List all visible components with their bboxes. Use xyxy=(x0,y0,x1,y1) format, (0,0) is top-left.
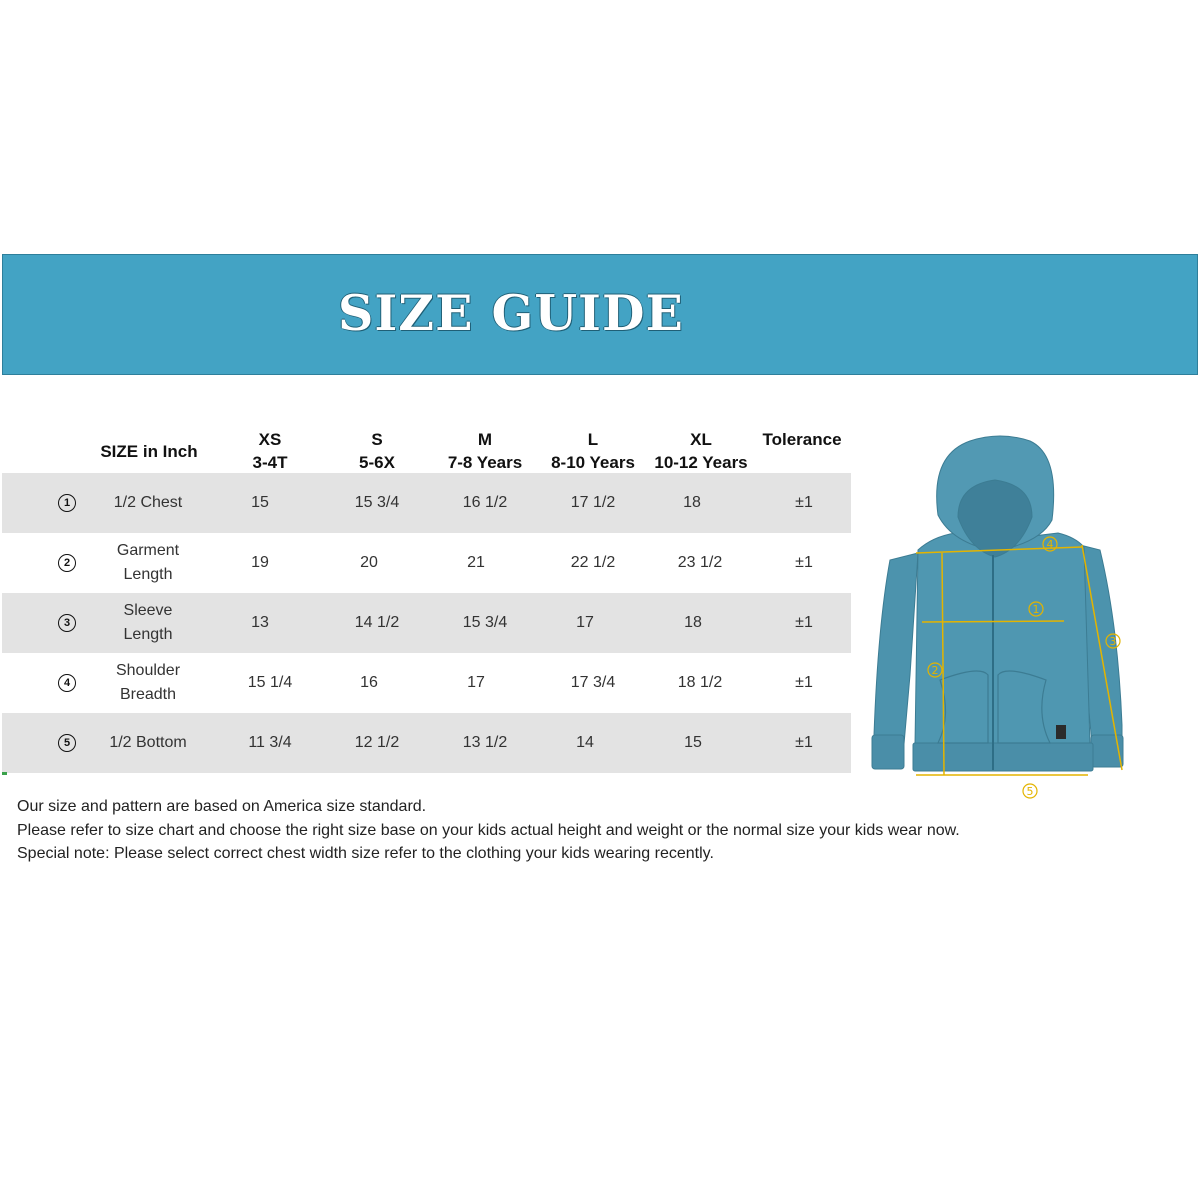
value-cell: 15 1/4 xyxy=(247,674,293,691)
col-header-xl xyxy=(645,428,757,474)
value-cell: 17 xyxy=(467,674,485,691)
circled-number: 5 xyxy=(58,734,76,752)
value-cell: 14 1/2 xyxy=(354,614,400,631)
col-age: 8-10 Years xyxy=(551,453,635,472)
col-size: XL xyxy=(690,430,712,449)
size-notes xyxy=(17,795,960,866)
row-label xyxy=(88,593,208,653)
value-cell: 13 xyxy=(251,614,269,631)
value-cell: 16 xyxy=(360,674,378,691)
circled-number: 1 xyxy=(58,494,76,512)
row-number-5 xyxy=(52,713,82,773)
row-label-line: Length xyxy=(123,626,173,643)
col-age: 5-6X xyxy=(359,453,395,472)
col-size: S xyxy=(371,430,383,449)
note-line: Special note: Please select correct chest width size refer to the clothing your kids wearing recently. xyxy=(17,845,714,862)
row-number-3 xyxy=(52,593,82,653)
col-header-m xyxy=(430,428,540,474)
corner-mark xyxy=(2,772,7,775)
col-header-xs xyxy=(215,428,325,474)
tolerance-cell: ±1 xyxy=(795,734,813,751)
row-number-4 xyxy=(52,653,82,713)
marker-4: 4 xyxy=(1046,538,1054,551)
row-label-line: Shoulder xyxy=(115,662,181,679)
row-label xyxy=(88,473,208,533)
row-label-line: 1/2 Chest xyxy=(113,494,183,511)
value-cell: 12 1/2 xyxy=(354,734,400,751)
value-cell: 15 3/4 xyxy=(462,614,508,631)
value-cell: 14 xyxy=(576,734,594,751)
col-age: 3-4T xyxy=(252,453,288,472)
table-row xyxy=(2,533,851,593)
tolerance-header xyxy=(752,428,852,451)
marker-5: 5 xyxy=(1026,785,1034,798)
row-label xyxy=(88,713,208,773)
value-cell: 15 xyxy=(251,494,269,511)
table-row xyxy=(2,473,851,533)
row-label-line: Garment xyxy=(116,542,180,559)
row-label xyxy=(88,533,208,593)
row-label-line: 1/2 Bottom xyxy=(109,734,187,751)
value-cell: 21 xyxy=(467,554,485,571)
col-header-s xyxy=(322,428,432,474)
value-cell: 13 1/2 xyxy=(462,734,508,751)
value-cell: 17 xyxy=(576,614,594,631)
value-cell: 17 1/2 xyxy=(570,494,616,511)
marker-3: 3 xyxy=(1109,635,1117,648)
circled-number: 4 xyxy=(58,674,76,692)
value-cell: 15 3/4 xyxy=(354,494,400,511)
value-cell: 16 1/2 xyxy=(462,494,508,511)
value-cell: 15 xyxy=(684,734,702,751)
row-label-line: Sleeve xyxy=(123,602,173,619)
col-size: M xyxy=(477,430,493,449)
circled-number: 2 xyxy=(58,554,76,572)
table-row xyxy=(2,653,851,713)
value-cell: 17 3/4 xyxy=(570,674,616,691)
value-cell: 18 xyxy=(684,614,702,631)
value-cell: 19 xyxy=(251,554,269,571)
value-cell: 18 1/2 xyxy=(677,674,723,691)
marker-2: 2 xyxy=(931,664,939,677)
col-age: 10-12 Years xyxy=(654,453,748,472)
hoodie-diagram xyxy=(860,425,1180,825)
tolerance-cell: ±1 xyxy=(795,674,813,691)
note-line: Our size and pattern are based on America size standard. xyxy=(17,798,427,815)
col-size: L xyxy=(587,430,599,449)
hoodie-illustration xyxy=(872,436,1123,771)
value-cell: 22 1/2 xyxy=(570,554,616,571)
tolerance-cell: ±1 xyxy=(795,614,813,631)
table-row xyxy=(2,593,851,653)
size-guide-title: SIZE GUIDE xyxy=(338,284,684,342)
label-header-text: SIZE in Inch xyxy=(100,442,198,461)
row-label-line: Length xyxy=(123,566,173,583)
label-header xyxy=(88,440,210,463)
col-age: 7-8 Years xyxy=(447,453,523,472)
circled-number: 3 xyxy=(58,614,76,632)
marker-1: 1 xyxy=(1032,603,1040,616)
tolerance-cell: ±1 xyxy=(795,494,813,511)
tolerance-header-text: Tolerance xyxy=(762,430,842,449)
row-label xyxy=(88,653,208,713)
table-row xyxy=(2,713,851,773)
note-line: Please refer to size chart and choose the right size base on your kids actual height and weight or the normal size your kids wear now. xyxy=(17,821,960,839)
col-size: XS xyxy=(258,430,282,449)
row-label-line: Breadth xyxy=(119,686,177,703)
value-cell: 20 xyxy=(360,554,378,571)
tolerance-cell: ±1 xyxy=(795,554,813,571)
row-number-1 xyxy=(52,473,82,533)
value-cell: 18 xyxy=(683,494,701,511)
row-number-2 xyxy=(52,533,82,593)
value-cell: 23 1/2 xyxy=(677,554,723,571)
col-header-l xyxy=(538,428,648,474)
value-cell: 11 3/4 xyxy=(248,734,292,751)
